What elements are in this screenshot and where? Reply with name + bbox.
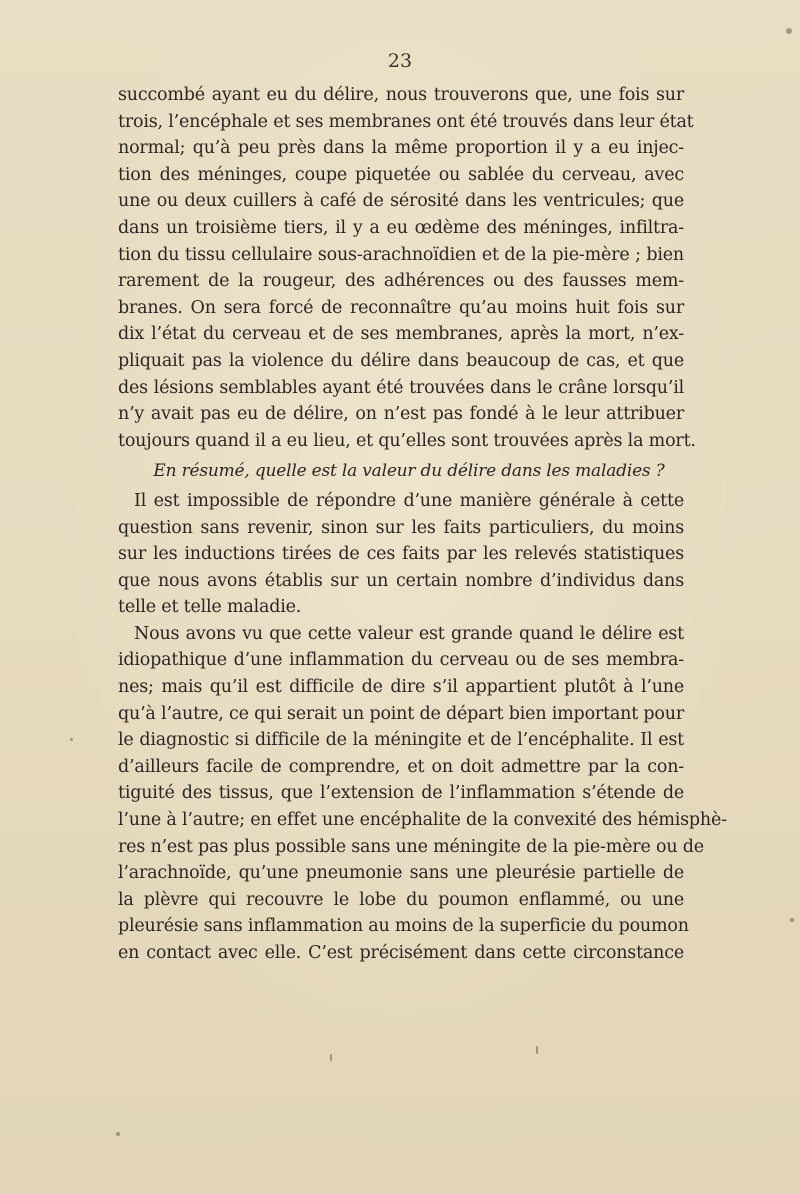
text-line: en contact avec elle. C’est précisément dans cette circonstance — [118, 943, 684, 963]
text-line: nes; mais qu’il est difficile de dire s’il appartient plutôt à l’une — [118, 677, 684, 698]
text-line: pleurésie sans inflammation au moins de la superficie du poumon — [118, 916, 689, 937]
text-line: res n’est pas plus possible sans une méningite de la pie-mère ou de — [118, 836, 704, 857]
text-line: dans un troisième tiers, il y a eu œdème des méninges, infiltra- — [118, 217, 684, 238]
section-question: En résumé, quelle est la valeur du délire dans les maladies ? — [153, 461, 665, 482]
paper-speck — [330, 1054, 332, 1061]
paper-speck — [116, 1132, 120, 1136]
text-line: tiguité des tissus, que l’extension de l’inflammation s’étende de — [118, 783, 684, 804]
text-line: question sans revenir, sinon sur les faits particuliers, du moins — [118, 517, 684, 538]
text-line: le diagnostic si difficile de la méningite et de l’encéphalite. Il est — [118, 730, 684, 751]
paper-speck — [70, 738, 73, 741]
page-number: 23 — [387, 50, 413, 72]
paper-speck — [790, 918, 794, 922]
text-line: l’une à l’autre; en effet une encéphalite de la convexité des hémisphè- — [118, 810, 727, 831]
paragraph — [118, 488, 684, 621]
paper-speck — [786, 28, 792, 34]
text-line: des lésions semblables ayant été trouvées dans le crâne lorsqu’il — [118, 377, 684, 398]
text-line: normal; qu’à peu près dans la même proportion il y a eu injec- — [118, 138, 684, 159]
text-line: telle et telle maladie. — [118, 597, 302, 618]
paragraph — [118, 621, 727, 967]
text-line: tion du tissu cellulaire sous-arachnoïdien et de la pie-mère ; bien — [118, 244, 684, 265]
text-line: succombé ayant eu du délire, nous trouverons que, une fois sur — [118, 85, 684, 105]
text-line: l’arachnoïde, qu’une pneumonie sans une pleurésie partielle de — [118, 863, 684, 884]
text-line: Il est impossible de répondre d’une manière générale à cette — [134, 490, 684, 511]
text-line: que nous avons établis sur un certain nombre d’individus dans — [118, 570, 684, 591]
text-block — [118, 82, 727, 967]
text-line: branes. On sera forcé de reconnaître qu’au moins huit fois sur — [118, 297, 684, 318]
text-line: sur les inductions tirées de ces faits par les relevés statistiques — [118, 544, 684, 565]
paper-speck — [536, 1046, 538, 1054]
text-line: idiopathique d’une inflammation du cerveau ou de ses membra- — [118, 650, 684, 671]
paragraph — [118, 82, 696, 454]
text-line: n’y avait pas eu de délire, on n’est pas fondé à le leur attribuer — [118, 404, 684, 425]
text-line: la plèvre qui recouvre le lobe du poumon enflammé, ou une — [118, 889, 684, 910]
text-line: rarement de la rougeur, des adhérences ou des fausses mem- — [118, 271, 684, 292]
text-line: pliquait pas la violence du délire dans beaucoup de cas, et que — [118, 350, 684, 371]
text-line: qu’à l’autre, ce qui serait un point de départ bien important pour — [118, 703, 684, 724]
text-line: Nous avons vu que cette valeur est grande quand le délire est — [134, 623, 684, 644]
text-line: toujours quand il a eu lieu, et qu’elles sont trouvées après la mort. — [118, 430, 696, 451]
text-line: une ou deux cuillers à café de sérosité dans les ventricules; que — [118, 191, 684, 212]
text-line: trois, l’encéphale et ses membranes ont été trouvés dans leur état — [118, 111, 694, 132]
text-line: dix l’état du cerveau et de ses membranes, après la mort, n’ex- — [118, 324, 684, 345]
text-line: tion des méninges, coupe piquetée ou sablée du cerveau, avec — [118, 164, 684, 185]
text-line: d’ailleurs facile de comprendre, et on doit admettre par la con- — [118, 756, 684, 777]
